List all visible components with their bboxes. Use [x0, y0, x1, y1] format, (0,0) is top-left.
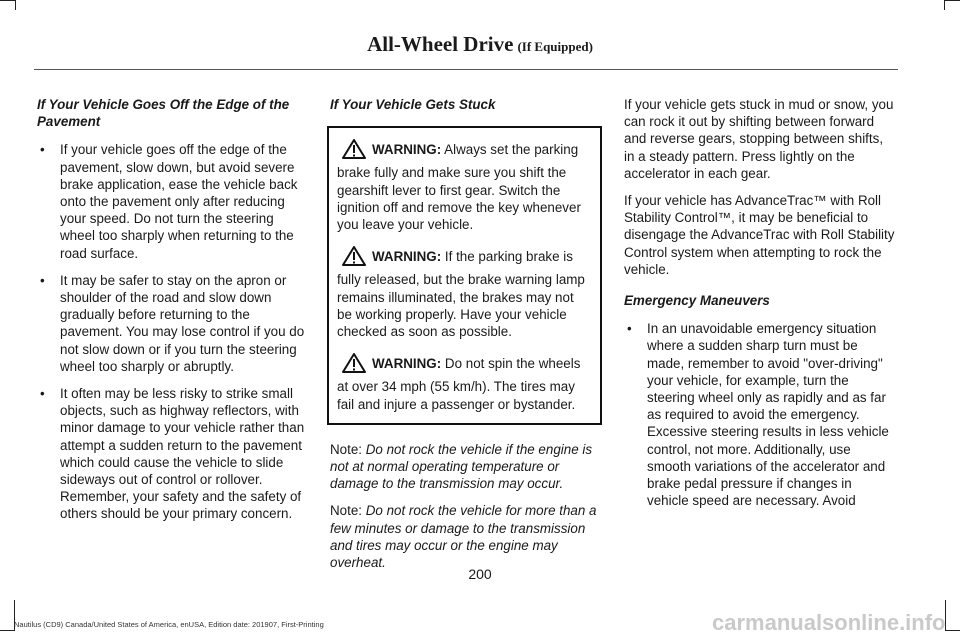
note-label: Note: [330, 441, 363, 457]
bullet-icon: • [40, 142, 45, 158]
note-text: Do not rock the vehicle for more than a few minutes or damage to the transmission and tires may occur or the engine may overheat. [330, 503, 597, 571]
note-text: Do not rock the vehicle if the engine is not at normal operating temperature or damage to the transmission may occur. [330, 441, 593, 492]
edition-footer: Nautilus (CD9) Canada/United States of America, enUSA, Edition date: 201907, First-Printing [14, 620, 324, 629]
watermark: carmanualsonline.info [712, 610, 946, 635]
section-heading: If Your Vehicle Gets Stuck [330, 97, 496, 112]
bullet-list [37, 141, 307, 522]
warning-triangle-icon [341, 138, 367, 164]
list-item-text: It may be safer to stay on the apron or shoulder of the road and slow down gradually before returning to the pavement. You may lose control if you do not slow down or if you turn the steering wheel too sharply or abruptly. [60, 272, 305, 374]
warning-item [337, 352, 592, 413]
warning-label: WARNING: [372, 249, 442, 265]
section-heading: If Your Vehicle Goes Off the Edge of the Pavement [37, 97, 290, 130]
list-item [624, 320, 897, 509]
warning-box [327, 126, 602, 425]
warning-triangle-icon [341, 352, 367, 378]
bullet-icon: • [40, 386, 45, 402]
list-item [37, 141, 307, 261]
crop-mark [0, 630, 15, 631]
crop-mark [15, 0, 16, 10]
warning-item [337, 245, 592, 340]
page-header [0, 32, 960, 57]
column-middle [330, 96, 602, 581]
warning-item [337, 138, 592, 233]
warning-label: WARNING: [372, 142, 442, 158]
paragraph: If your vehicle has AdvanceTrac™ with Roll Stability Control™, it may be beneficial to disengage the AdvanceTrac with Roll Stability Control system when attempting to rock the vehicle. [624, 193, 895, 277]
warning-text: Do not spin the wheels at over 34 mph (55 km/h). The tires may fail and injure a passenger or bystander. [337, 356, 581, 412]
header-divider [34, 69, 898, 70]
note [330, 441, 602, 493]
crop-mark [944, 0, 960, 1]
warning-triangle-icon [341, 245, 367, 271]
list-item-text: It often may be less risky to strike small objects, such as highway reflectors, with minor damage to your vehicle rather than attempt a sudden return to the pavement which could cause the vehicle to slide sideways out of control or rollover. Remember, your safety and the safety of others should be your primary concern. [60, 386, 305, 522]
crop-mark [944, 0, 945, 10]
bullet-list [624, 320, 897, 509]
list-item [37, 385, 307, 523]
page-number: 200 [468, 566, 492, 582]
bullet-icon: • [40, 272, 45, 288]
column-left [37, 96, 307, 533]
list-item [37, 272, 307, 375]
crop-mark [0, 0, 16, 1]
bullet-icon: • [627, 321, 632, 337]
note [330, 502, 602, 571]
note-label: Note: [330, 503, 363, 519]
warning-text: If the parking brake is fully released, but the brake warning lamp remains illuminated, the brakes may not be working properly. Have your vehicle checked as soon as possible. [337, 249, 585, 340]
warning-label: WARNING: [372, 356, 442, 372]
page-title: All-Wheel Drive [367, 32, 514, 56]
page-subtitle: (If Equipped) [517, 39, 593, 54]
list-item-text: In an unavoidable emergency situation where a sudden sharp turn must be made, remember to avoid "over-driving" your vehicle, for example, turn the steering wheel only as rapidly and as far as required to avoid the emergency. Excessive steering results in less vehicle control, not more. Additionally, use smooth variations of the accelerator and brake pedal pressure if changes in vehicle speed are necessary. Avoid [647, 321, 889, 509]
warning-text: Always set the parking brake fully and make sure you shift the gearshift lever to first gear. Switch the ignition off and remove the key whenever you leave your vehicle. [337, 142, 581, 233]
paragraph: If your vehicle gets stuck in mud or snow, you can rock it out by shifting between forward and reverse gears, stopping between shifts, in a steady pattern. Press lightly on the accelerator in each gear. [624, 97, 894, 181]
crop-mark [945, 630, 960, 631]
section-heading: Emergency Maneuvers [624, 293, 770, 309]
list-item-text: If your vehicle goes off the edge of the pavement, slow down, but avoid severe brake application, ease the vehicle back onto the pavement only after reducing your speed. Do not turn the steering wheel too sharply when returning to the road surface. [60, 142, 298, 261]
column-right [624, 96, 897, 519]
